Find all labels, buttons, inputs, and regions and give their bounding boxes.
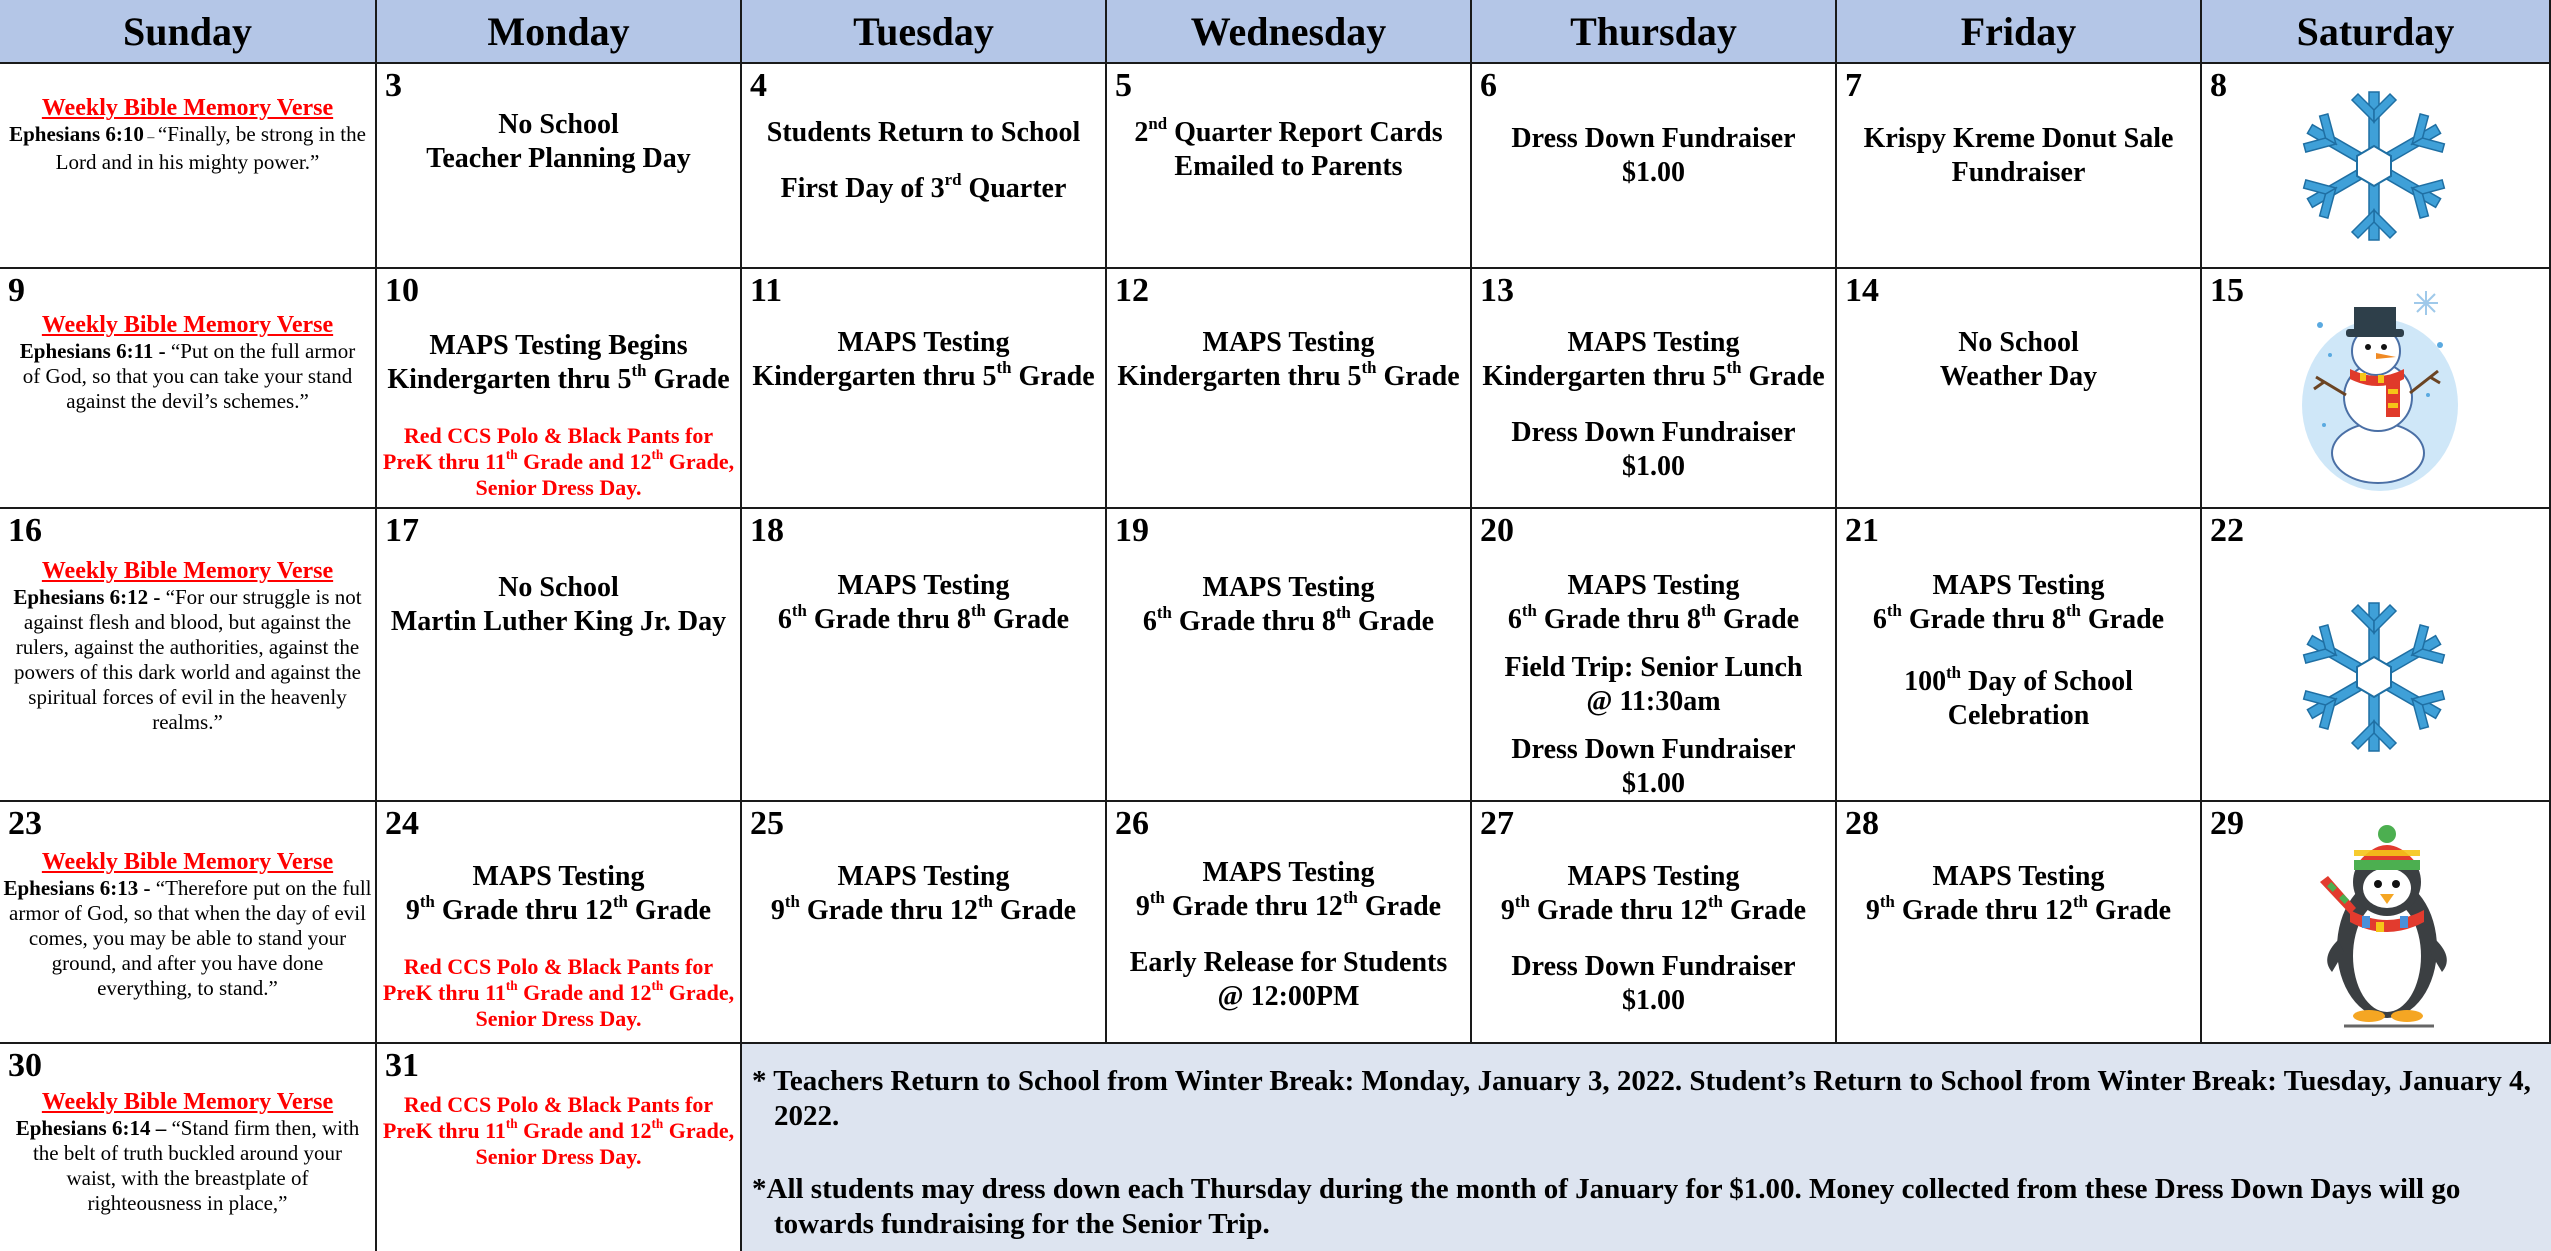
superscript: th [505,447,518,463]
event-text: Kindergarten thru 5 [752,361,997,392]
superscript: th [1707,892,1723,911]
event-text: MAPS Testing [1932,570,2105,601]
day-cell-sun-w1 [0,64,377,269]
day-number: 18 [750,512,784,549]
dress-day-note [377,423,740,501]
event-text: MAPS Testing [1202,572,1375,603]
day-label: Monday [487,8,630,54]
early-release-event [1107,946,1470,1014]
event-text: Grade thru 12 [1164,891,1343,922]
event-text: Dress Down Fundraiser [1511,734,1796,765]
day-number: 23 [8,805,42,842]
day-cell-10 [377,269,742,509]
dress-day-note [377,954,740,1032]
event-text: MAPS Testing [472,861,645,892]
note-dress-down: *All students may dress down each Thursday during the month of January for $1.00. Money collected from these Dress Down Days will go towards fundraising for the Senior Trip. [752,1173,2461,1240]
event-text: MAPS Testing Begins [429,330,688,361]
maps-event [1107,571,1470,639]
superscript: th [1361,358,1377,377]
event-text: 6 [777,604,792,635]
event-text: MAPS Testing [1567,861,1740,892]
superscript: th [631,361,647,380]
maps-event [1837,860,2200,928]
header-saturday [2202,0,2551,64]
verse-body: “Therefore put on the full armor of God, so that when the day of evil comes, you may be able to stand your ground, and after you have done everything, to stand.” [9,876,372,1000]
verse-text [0,876,375,1001]
event-text: Grade thru 12 [1894,895,2073,926]
event-text: Fundraiser [1951,157,2086,188]
event-text: Field Trip: Senior Lunch [1504,652,1803,683]
event-text: Grade [992,895,1077,926]
superscript: th [1342,888,1358,907]
event-text: Grade [1357,891,1442,922]
memory-verse [0,311,375,414]
verse-ref: Ephesians 6:12 - [13,585,166,609]
memory-verse [0,1088,375,1216]
event-text: Grade [1715,604,1800,635]
superscript: th [1514,892,1530,911]
maps-event [1837,569,2200,637]
event-text: Celebration [1947,700,2090,731]
day-cell-5 [1107,64,1472,269]
note-return-dates: * Teachers Return to School from Winter Break: Monday, January 3, 2022. Student’s Return to School from Winter Break: Tuesday, January 4, 2022. [752,1065,2531,1132]
header-thursday [1472,0,1837,64]
event-text: 9 [1865,895,1880,926]
penguin-icon [2314,822,2460,1034]
verse-text [0,585,375,735]
maps-event [1472,569,1835,637]
day-cell-15 [2202,269,2551,509]
verse-title: Weekly Bible Memory Verse [41,95,334,121]
day-number: 12 [1115,272,1149,309]
maps-event [1472,860,1835,928]
superscript: th [651,978,664,994]
event-text: Grade and 12 [517,1118,652,1143]
day-cell-23 [0,802,377,1044]
day-number: 4 [750,67,767,104]
event-text: Grade thru 8 [806,604,971,635]
day-cell-19 [1107,509,1472,802]
event-text: First Day of 3 [780,173,945,204]
event-text: Martin Luther King Jr. Day [390,606,727,637]
day-cell-31 [377,1044,742,1251]
day-label: Wednesday [1190,8,1387,54]
dress-down-event [1472,416,1835,484]
verse-ref: Ephesians 6:13 - [3,876,156,900]
day-number: 11 [750,272,783,309]
day-label: Saturday [2296,8,2455,54]
event-text: 100 [1904,666,1947,697]
event-text: $1.00 [1622,768,1685,799]
event-text: Dress Down Fundraiser [1511,123,1796,154]
day-number: 15 [2210,272,2244,309]
day-cell-8 [2202,64,2551,269]
event-text: Grade [2087,895,2172,926]
superscript: th [1946,663,1961,682]
header-tuesday [742,0,1107,64]
event [1837,326,2200,394]
verse-title: Weekly Bible Memory Verse [41,558,334,584]
maps-event [377,860,740,928]
dress-down-event [1472,733,1835,801]
event-text: Grade [985,604,1070,635]
day-number: 7 [1845,67,1862,104]
event-text: MAPS Testing [1202,857,1375,888]
event-text: 6 [1507,604,1522,635]
event-text: 9 [1135,891,1150,922]
event-text: Grade [1722,895,1807,926]
verse-ref: Ephesians 6:10 [9,122,144,146]
header-monday [377,0,742,64]
event-text: Dress Down Fundraiser [1511,951,1796,982]
superscript: th [651,447,664,463]
event: Students Return to School [766,117,1081,148]
day-cell-16 [0,509,377,802]
day-number: 29 [2210,805,2244,842]
day-cell-20 [1472,509,1837,802]
event-text: Weather Day [1939,361,2098,392]
superscript: th [977,892,993,911]
day-number: 30 [8,1047,42,1084]
day-cell-6 [1472,64,1837,269]
day-label: Sunday [123,8,252,54]
event-text: Krispy Kreme Donut Sale [1863,123,2174,154]
day-cell-17 [377,509,742,802]
event-text: Grade [1011,361,1095,392]
day-cell-12 [1107,269,1472,509]
superscript: th [1521,601,1537,620]
dress-down-event [1472,950,1835,1018]
event-text: Grade [646,364,730,395]
event-text: Grade thru 12 [1529,895,1708,926]
hundredth-day-event [1837,665,2200,733]
event-text: Red CCS Polo & Black Pants for PreK thru 11 [382,423,714,474]
day-cell-7 [1837,64,2202,269]
event [377,571,740,639]
event-text: Grade thru 8 [1536,604,1701,635]
event-line: Teacher Planning Day [426,143,691,174]
day-number: 24 [385,805,419,842]
day-cell-9 [0,269,377,509]
event [1837,122,2200,190]
day-cell-4 [742,64,1107,269]
snowman-icon [2300,285,2460,491]
day-cell-27 [1472,802,1837,1044]
event-text: Grade and 12 [517,449,652,474]
event [377,329,740,397]
day-number: 28 [1845,805,1879,842]
snowflake-icon [2288,86,2460,246]
superscript: th [419,892,435,911]
day-number: 5 [1115,67,1132,104]
event-text: $1.00 [1622,985,1685,1016]
event-line: No School [498,109,619,140]
day-number: 22 [2210,512,2244,549]
event-text: 9 [770,895,785,926]
day-cell-25 [742,802,1107,1044]
event-text: Day of School [1961,666,2133,697]
day-label: Friday [1960,8,2077,54]
day-number: 20 [1480,512,1514,549]
verse-ref: Ephesians 6:14 – [15,1116,172,1140]
event-text: Grade [1350,606,1435,637]
verse-text [0,1116,375,1216]
superscript: th [996,358,1012,377]
maps-event [742,569,1105,637]
event-text: Grade thru 12 [799,895,978,926]
event-text: Grade [2080,604,2165,635]
verse-text [0,339,375,414]
dress-down-event [1472,122,1835,190]
day-label: Thursday [1570,8,1737,54]
event-text: 6 [1142,606,1157,637]
event-text: No School [498,572,619,603]
event-text: Kindergarten thru 5 [1482,361,1727,392]
day-cell-13 [1472,269,1837,509]
day-cell-30 [0,1044,377,1251]
event-text: @ 12:00PM [1217,981,1360,1012]
day-number: 13 [1480,272,1514,309]
event-text: MAPS Testing [1932,861,2105,892]
event-text: Grade and 12 [517,980,652,1005]
day-cell-26 [1107,802,1472,1044]
event-text: Red CCS Polo & Black Pants for PreK thru 11 [382,1092,714,1143]
superscript: th [1335,603,1351,622]
day-number: 8 [2210,67,2227,104]
maps-event [1107,856,1470,924]
event-text: 9 [405,895,420,926]
day-number: 9 [8,272,25,309]
day-number: 16 [8,512,42,549]
superscript: th [784,892,800,911]
maps-event [1107,326,1470,394]
event [1107,116,1470,184]
event-text: Grade, Senior Dress Day. [475,449,735,500]
day-number: 27 [1480,805,1514,842]
superscript: th [1879,892,1895,911]
verse-title: Weekly Bible Memory Verse [41,849,334,875]
snowflake-icon [2288,597,2460,757]
superscript: th [791,601,807,620]
day-cell-21 [1837,509,2202,802]
superscript: th [1886,601,1902,620]
day-cell-3 [377,64,742,269]
event-text: 2 [1134,117,1149,148]
superscript: nd [1148,114,1168,133]
event-text: Grade thru 8 [1901,604,2066,635]
day-cell-28 [1837,802,2202,1044]
event-text: 6 [1872,604,1887,635]
event-text: Dress Down Fundraiser [1511,417,1796,448]
superscript: th [970,601,986,620]
verse-ref: Ephesians 6:11 - [19,339,171,363]
event-text: Quarter [961,173,1067,204]
superscript: th [1149,888,1165,907]
event-text: Kindergarten thru 5 [387,364,632,395]
day-number: 6 [1480,67,1497,104]
verse-title: Weekly Bible Memory Verse [41,1089,334,1115]
event-text: Grade thru 12 [434,895,613,926]
event-text: @ 11:30am [1586,686,1721,717]
day-cell-18 [742,509,1107,802]
event-text: MAPS Testing [837,327,1010,358]
superscript: th [651,1116,664,1132]
day-number: 25 [750,805,784,842]
day-number: 14 [1845,272,1879,309]
event-text: Grade [627,895,712,926]
day-cell-22 [2202,509,2551,802]
day-number: 19 [1115,512,1149,549]
event-text: No School [1958,327,2079,358]
day-number: 10 [385,272,419,309]
verse-sep: – [143,130,158,145]
header-friday [1837,0,2202,64]
maps-event [1472,326,1835,394]
event-text: Grade, Senior Dress Day. [475,980,735,1031]
day-number: 17 [385,512,419,549]
day-label: Tuesday [853,8,994,54]
event-text: MAPS Testing [837,861,1010,892]
header-sunday [0,0,377,64]
day-cell-29 [2202,802,2551,1044]
day-cell-24 [377,802,742,1044]
verse-body: “Put on the full armor of God, so that you can take your stand against the devil’s schemes.” [22,339,356,413]
superscript: th [2072,892,2088,911]
verse-body: “For our struggle is not against flesh and blood, but against the rulers, against the authorities, against the powers of this dark world and against the spiritual forces of evil in the heavenly realms.” [13,585,362,734]
event-text: Red CCS Polo & Black Pants for PreK thru 11 [382,954,714,1005]
superscript: th [1156,603,1172,622]
maps-event [742,860,1105,928]
verse-title: Weekly Bible Memory Verse [41,312,334,338]
event [377,108,740,176]
dress-day-note [377,1092,740,1170]
event-text: MAPS Testing [1567,570,1740,601]
event [742,172,1105,206]
superscript: th [2065,601,2081,620]
event-text: Kindergarten thru 5 [1117,361,1362,392]
event-text: MAPS Testing [1567,327,1740,358]
day-number: 26 [1115,805,1149,842]
event-text: $1.00 [1622,451,1685,482]
superscript: th [505,1116,518,1132]
event-text: Quarter Report Cards [1167,117,1443,148]
event-text: Early Release for Students [1129,947,1448,978]
verse-body: “Finally, be strong in the Lord and in his mighty power.” [55,122,366,174]
superscript: rd [944,170,962,189]
notes-panel [742,1044,2551,1251]
verse-body: “Stand firm then, with the belt of truth buckled around your waist, with the breastplate of righteousness in place,” [32,1116,360,1215]
event-text: $1.00 [1622,157,1685,188]
memory-verse [0,557,375,735]
event-text: MAPS Testing [837,570,1010,601]
day-cell-11 [742,269,1107,509]
event-text: Emailed to Parents [1174,151,1403,182]
event-text: Grade thru 8 [1171,606,1336,637]
maps-event [742,326,1105,394]
day-number: 21 [1845,512,1879,549]
event-text: Grade [1376,361,1460,392]
superscript: th [505,978,518,994]
day-number: 31 [385,1047,419,1084]
event-text: 9 [1500,895,1515,926]
memory-verse [0,94,375,175]
event-text: Grade [1741,361,1825,392]
header-wednesday [1107,0,1472,64]
event-text: Grade, Senior Dress Day. [475,1118,735,1169]
field-trip-event [1472,651,1835,719]
day-cell-14 [1837,269,2202,509]
memory-verse [0,848,375,1001]
superscript: th [1700,601,1716,620]
superscript: th [612,892,628,911]
verse-text [0,122,375,175]
superscript: th [1726,358,1742,377]
event-text: MAPS Testing [1202,327,1375,358]
day-number: 3 [385,67,402,104]
